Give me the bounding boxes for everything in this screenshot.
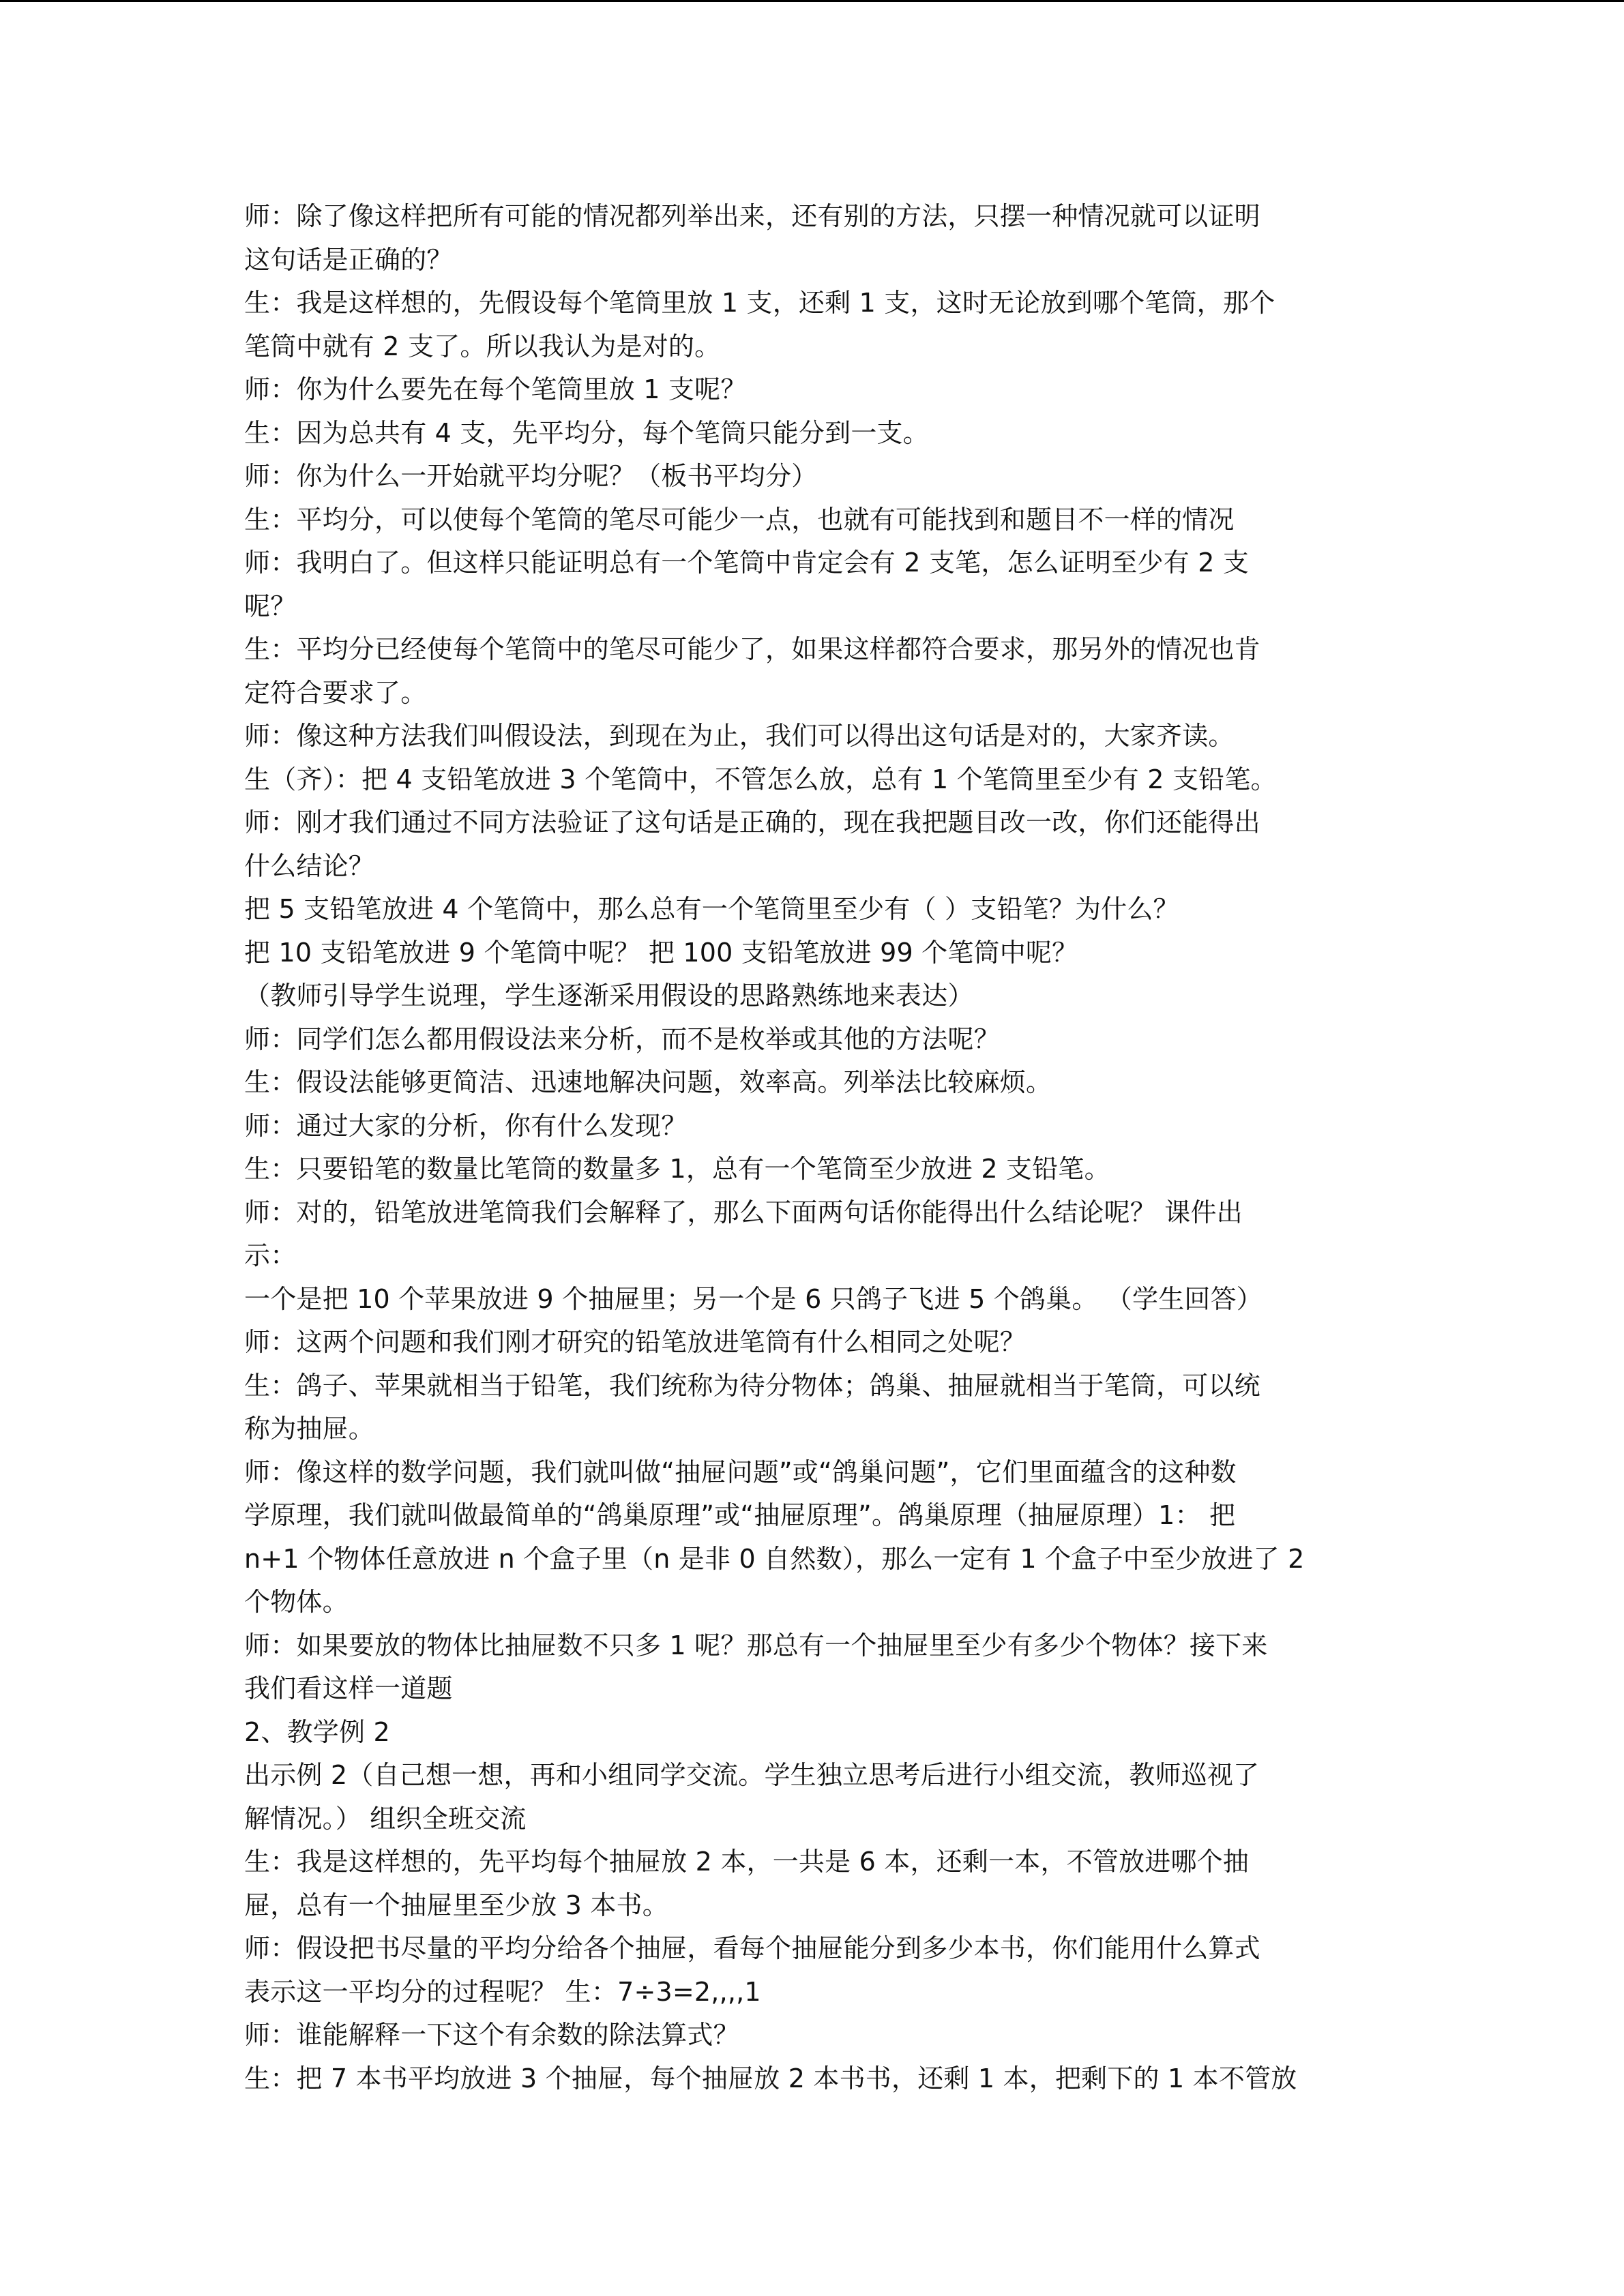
text-line: （教师引导学生说理，学生逐渐采用假设的思路熟练地来表达） (244, 981, 974, 1011)
text-line: 生：鸽子、苹果就相当于铅笔，我们统称为待分物体；鸽巢、抽屉就相当于笔筒，可以统 (244, 1370, 1260, 1401)
text-line: 师：除了像这样把所有可能的情况都列举出来，还有别的方法，只摆一种情况就可以证明 (244, 201, 1260, 231)
text-line: 2、教学例 2 (244, 1716, 390, 1747)
text-line: 把 5 支铅笔放进 4 个笔筒中，那么总有一个笔筒里至少有（ ）支铅笔？为什么？ (244, 894, 1179, 924)
text-line: 笔筒中就有 2 支了。所以我认为是对的。 (244, 331, 721, 361)
text-line: 生：平均分已经使每个笔筒中的笔尽可能少了，如果这样都符合要求，那另外的情况也肯 (244, 634, 1260, 664)
text-line: 这句话是正确的？ (244, 244, 453, 275)
text-line: 个物体。 (244, 1587, 349, 1617)
text-line: 师：像这样的数学问题，我们就叫做“抽屉问题”或“鸽巢问题”，它们里面蕴含的这种数 (244, 1457, 1237, 1487)
text-line: 表示这一平均分的过程呢？ 生：7÷3=2,,,,1 (244, 1976, 761, 2007)
text-line: 师：对的，铅笔放进笔筒我们会解释了，那么下面两句话你能得出什么结论呢？ 课件出 (244, 1197, 1243, 1227)
text-line: 师：如果要放的物体比抽屉数不只多 1 呢？那总有一个抽屉里至少有多少个物体？接下来 (244, 1630, 1268, 1660)
text-line: 师：假设把书尽量的平均分给各个抽屉，看每个抽屉能分到多少本书，你们能用什么算式 (244, 1933, 1260, 1963)
text-line: 生：平均分，可以使每个笔筒的笔尽可能少一点，也就有可能找到和题目不一样的情况 (244, 504, 1235, 535)
text-line: 称为抽屉。 (244, 1414, 375, 1444)
text-line: 师：刚才我们通过不同方法验证了这句话是正确的，现在我把题目改一改，你们还能得出 (244, 807, 1260, 837)
text-line: 师：你为什么要先在每个笔筒里放 1 支呢？ (244, 374, 747, 404)
text-line: 师：通过大家的分析，你有什么发现？ (244, 1110, 688, 1141)
text-line: 生：因为总共有 4 支，先平均分，每个笔筒只能分到一支。 (244, 417, 929, 448)
text-line: 定符合要求了。 (244, 677, 427, 708)
text-line: 生：把 7 本书平均放进 3 个抽屉，每个抽屉放 2 本书书，还剩 1 本，把剩下的 1 本不管放 (244, 2063, 1297, 2093)
text-line: 什么结论？ (244, 850, 375, 881)
text-line: 出示例 2（自己想一想，再和小组同学交流。学生独立思考后进行小组交流，教师巡视了 (244, 1760, 1260, 1790)
text-line: 师：这两个问题和我们刚才研究的铅笔放进笔筒有什么相同之处呢？ (244, 1327, 1027, 1357)
text-line: 生：我是这样想的，先平均每个抽屉放 2 本，一共是 6 本，还剩一本，不管放进哪个抽 (244, 1847, 1250, 1877)
page-top-border (0, 0, 1624, 2)
text-line: 我们看这样一道题 (244, 1673, 453, 1703)
text-line: 师：谁能解释一下这个有余数的除法算式？ (244, 2020, 739, 2050)
text-line: 生：假设法能够更简洁、迅速地解决问题，效率高。列举法比较麻烦。 (244, 1067, 1052, 1097)
text-line: 呢？ (244, 591, 297, 621)
text-line: 解情况。） 组织全班交流 (244, 1803, 527, 1834)
text-line: n+1 个物体任意放进 n 个盒子里（n 是非 0 自然数），那么一定有 1 个盒子中至少放进了 2 (244, 1543, 1305, 1574)
text-line: 一个是把 10 个苹果放进 9 个抽屉里；另一个是 6 只鸽子飞进 5 个鸽巢。 （学生回答） (244, 1283, 1263, 1314)
document-body (244, 195, 1376, 2100)
text-line: 生（齐）：把 4 支铅笔放进 3 个笔筒中，不管怎么放，总有 1 个笔筒里至少有 2 支铅笔。 (244, 764, 1277, 794)
text-line: 生：我是这样想的，先假设每个笔筒里放 1 支，还剩 1 支，这时无论放到哪个笔筒，那个 (244, 288, 1275, 318)
text-line: 师：你为什么一开始就平均分呢？（板书平均分） (244, 461, 818, 491)
text-line: 屉，总有一个抽屉里至少放 3 本书。 (244, 1890, 668, 1920)
text-line: 学原理，我们就叫做最简单的“鸽巢原理”或“抽屉原理”。鸽巢原理（抽屉原理）1： 把 (244, 1500, 1236, 1530)
text-line: 把 10 支铅笔放进 9 个笔筒中呢？ 把 100 支铅笔放进 99 个笔筒中呢？ (244, 937, 1078, 968)
text-line: 师：我明白了。但这样只能证明总有一个笔筒中肯定会有 2 支笔，怎么证明至少有 2 支 (244, 548, 1250, 578)
text-line: 师：同学们怎么都用假设法来分析，而不是枚举或其他的方法呢？ (244, 1024, 1000, 1054)
text-line: 师：像这种方法我们叫假设法，到现在为止，我们可以得出这句话是对的，大家齐读。 (244, 721, 1235, 751)
text-line: 示： (244, 1240, 297, 1270)
text-line: 生：只要铅笔的数量比笔筒的数量多 1，总有一个笔筒至少放进 2 支铅笔。 (244, 1154, 1110, 1184)
